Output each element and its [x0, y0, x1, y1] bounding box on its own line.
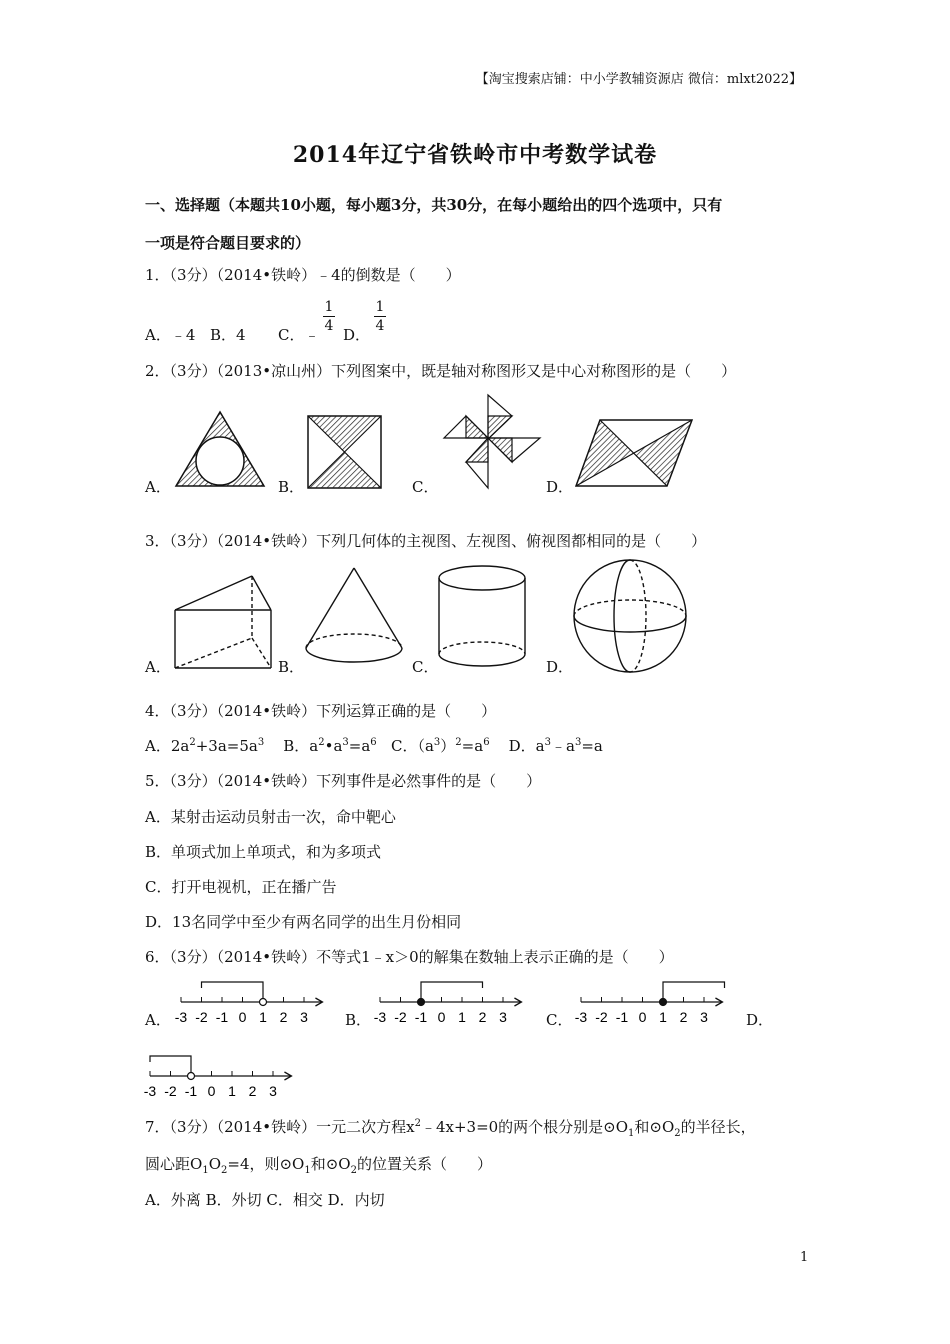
- q2-label-a: A．: [145, 478, 171, 496]
- fraction-denominator: 4: [375, 318, 385, 334]
- tick-label: 1: [659, 1009, 667, 1025]
- fraction-denominator: 4: [324, 318, 334, 334]
- q1-option-b: B．4: [210, 326, 246, 344]
- tick-label: -2: [195, 1009, 208, 1025]
- q7-text: ﹣4x+3=0的两个根分别是⊙O: [420, 1118, 629, 1136]
- q1-option-d: D．: [343, 326, 371, 344]
- q5-option-b: B．单项式加上单项式，和为多项式: [145, 843, 382, 861]
- tick-label: -1: [414, 1009, 428, 1025]
- tick-label: 2: [478, 1009, 487, 1025]
- q3-label-a: A．: [145, 658, 171, 676]
- fraction-numerator: 1: [324, 299, 334, 315]
- tick-label: -3: [574, 1009, 588, 1025]
- q5-option-d: D．13名同学中至少有两名同学的出生月份相同: [145, 913, 462, 931]
- q5-option-c: C．打开电视机，正在播广告: [145, 878, 337, 896]
- tick-label: 3: [499, 1009, 507, 1025]
- q6-label-b: B．: [345, 1011, 372, 1029]
- q6-label-a: A．: [145, 1011, 171, 1029]
- tick-label: -1: [184, 1083, 198, 1099]
- section-heading-line2: 一项是符合题目要求的）: [145, 234, 311, 252]
- q7-text: 的半径长，: [680, 1118, 756, 1136]
- tick-label: 2: [248, 1083, 257, 1099]
- question-1-stem: 1．（3分）（2014•铁岭）﹣4的倒数是（ ）: [145, 266, 461, 284]
- q2-label-b: B．: [278, 478, 305, 496]
- tick-label: 0: [638, 1009, 647, 1025]
- endpoint-marker: [660, 999, 667, 1006]
- q2-label-c: C．: [412, 478, 439, 496]
- tick-label: 3: [300, 1009, 308, 1025]
- q3-label-d: D．: [546, 658, 574, 676]
- question-7-stem-line1: 7．（3分）（2014•铁岭）一元二次方程$x^2﹣4x+3=0$的两个根分别是$⊙O_1$和$⊙O_2$的半径长，: [145, 1118, 756, 1139]
- question-3-stem: 3．（3分）（2014•铁岭）下列几何体的主视图、左视图、俯视图都相同的是（ ）: [145, 532, 707, 550]
- tick-label: -2: [595, 1009, 608, 1025]
- tick-label: -3: [143, 1083, 157, 1099]
- number-line-a: [175, 982, 323, 1025]
- question-6-stem: 6．（3分）（2014•铁岭）不等式1﹣x＞0的解集在数轴上表示正确的是（ ）: [145, 948, 674, 966]
- tick-label: -1: [215, 1009, 229, 1025]
- tick-label: 2: [679, 1009, 688, 1025]
- fraction-numerator: 1: [375, 299, 385, 315]
- number-line-c: [575, 982, 725, 1025]
- endpoint-marker: [260, 999, 267, 1006]
- tick-label: 0: [437, 1009, 446, 1025]
- endpoint-marker: [418, 999, 425, 1006]
- tick-label: -3: [373, 1009, 387, 1025]
- tick-label: 2: [279, 1009, 288, 1025]
- q7-options: A．外离 B．外切 C．相交 D．内切: [145, 1191, 385, 1209]
- number-line-b: [374, 982, 522, 1025]
- section-heading-line1: 一、选择题（本题共10小题，每小题3分，共30分，在每小题给出的四个选项中，只有: [145, 196, 723, 214]
- tick-label: 1: [458, 1009, 466, 1025]
- q3-label-b: B．: [278, 658, 305, 676]
- q4-options: A．$2a^2+3a=5a^3$ B．$a^2•a^3=a^6$ C．$(a^3)^2=a^6$ D．$a^3﹣a^3=a$: [145, 737, 603, 755]
- header-note: 【淘宝搜索店铺：中小学教辅资源店 微信：mlxt2022】: [475, 72, 802, 87]
- q7-text: 7．（3分）（2014•铁岭）一元二次方程x: [145, 1118, 415, 1136]
- q7-text: 的位置关系（ ）: [356, 1155, 492, 1173]
- tick-label: 0: [238, 1009, 247, 1025]
- q7-text: 圆心距O: [145, 1155, 203, 1173]
- q3-label-c: C．: [412, 658, 439, 676]
- tick-label: 0: [207, 1083, 216, 1099]
- q1-option-c: C．﹣: [278, 326, 320, 344]
- tick-label: 1: [228, 1083, 236, 1099]
- question-4-stem: 4．（3分）（2014•铁岭）下列运算正确的是（ ）: [145, 702, 497, 720]
- q6-label-d: D．: [746, 1011, 774, 1029]
- tick-label: -2: [164, 1083, 177, 1099]
- question-2-stem: 2．（3分）（2013•凉山州）下列图案中，既是轴对称图形又是中心对称图形的是（ ）: [145, 362, 737, 380]
- tick-label: -2: [394, 1009, 407, 1025]
- tick-label: 3: [700, 1009, 708, 1025]
- question-7-stem-line2: 圆心距$O_1O_2=4$，则$⊙O_1$和$⊙O_2$的位置关系（ ）: [145, 1155, 492, 1176]
- q5-option-a: A．某射击运动员射击一次，命中靶心: [145, 808, 396, 826]
- tick-label: 1: [259, 1009, 267, 1025]
- question-5-stem: 5．（3分）（2014•铁岭）下列事件是必然事件的是（ ）: [145, 772, 542, 790]
- number-line-d: [144, 1056, 292, 1099]
- tick-label: -3: [174, 1009, 188, 1025]
- tick-label: -1: [615, 1009, 629, 1025]
- q6-label-c: C．: [546, 1011, 573, 1029]
- tick-label: 3: [269, 1083, 277, 1099]
- q7-text: 和⊙O: [310, 1155, 351, 1173]
- endpoint-marker: [188, 1073, 195, 1080]
- page-title: 2014年辽宁省铁岭市中考数学试卷: [292, 142, 658, 168]
- q7-text: 和⊙O: [634, 1118, 675, 1136]
- page-number: 1: [800, 1250, 809, 1265]
- q2-label-d: D．: [546, 478, 574, 496]
- q7-text: O: [208, 1155, 221, 1173]
- q1-option-a: A．﹣4: [145, 326, 196, 344]
- q7-text: =4，则⊙O: [227, 1155, 305, 1173]
